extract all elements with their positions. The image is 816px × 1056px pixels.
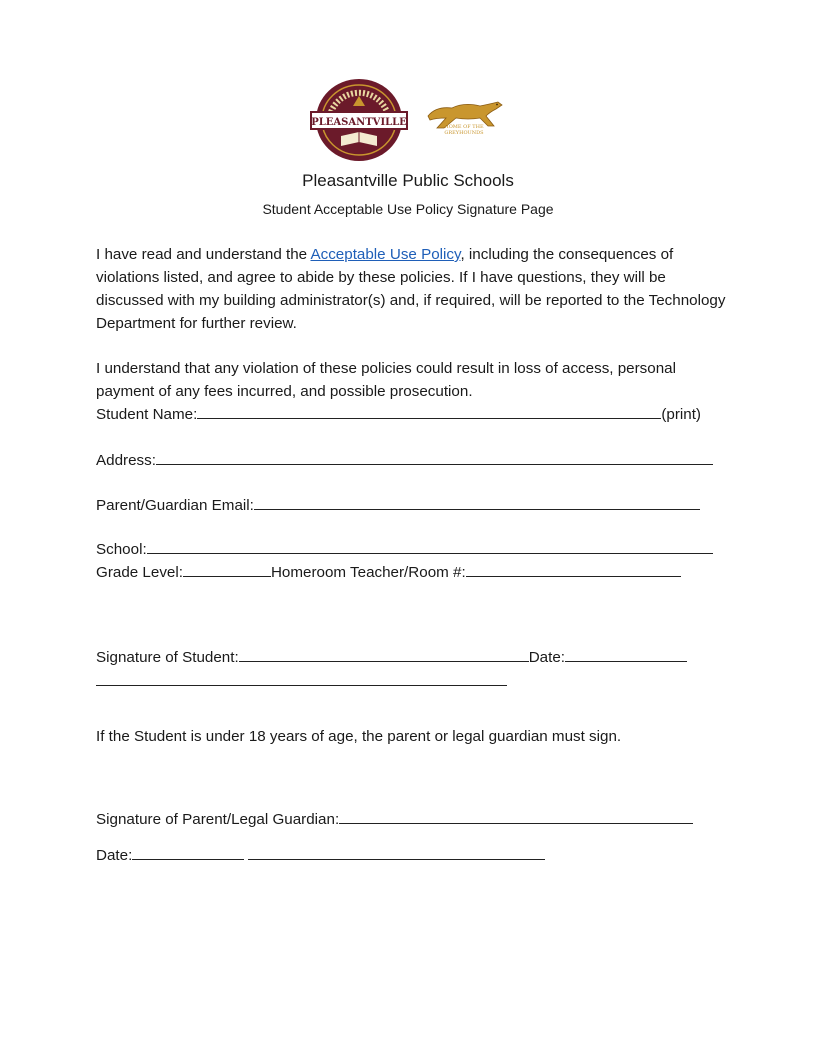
homeroom-label: Homeroom Teacher/Room #: [270, 564, 466, 581]
school-seal-logo [309, 78, 409, 162]
guardian-signature-field[interactable] [339, 808, 693, 824]
student-signature-field[interactable] [239, 646, 529, 662]
agreement-paragraph [96, 243, 736, 335]
guardian-date-row [96, 844, 545, 866]
seal-banner-text: PLEASANTVILLE [311, 117, 407, 128]
homeroom-field[interactable] [466, 561, 681, 577]
student-date-field[interactable] [565, 646, 687, 662]
extra-signature-line[interactable] [96, 685, 507, 686]
school-label: School: [96, 541, 147, 558]
grade-level-field[interactable] [183, 561, 271, 577]
page-title: Pleasantville Public Schools [302, 171, 514, 190]
address-row [96, 449, 713, 471]
student-name-row [96, 403, 701, 425]
school-field[interactable] [147, 538, 713, 554]
student-name-field[interactable] [197, 403, 661, 419]
student-date-label: Date: [528, 649, 566, 666]
grade-homeroom-row [96, 561, 681, 583]
guardian-date-label: Date: [96, 847, 133, 864]
parent-email-label: Parent/Guardian Email: [96, 497, 254, 514]
logo-area [0, 78, 816, 164]
agreement-text-end: , including the consequences of violations listed, and agree to abide by these policies. If I have questions, they will be discussed with my building administrator(s) and, if required, will be reported to the Technology Department for further review. [96, 246, 726, 332]
page-subtitle: Student Acceptable Use Policy Signature Page [262, 201, 554, 217]
guardian-signature-label: Signature of Parent/Legal Guardian: [96, 811, 340, 828]
guardian-note: If the Student is under 18 years of age, the parent or legal guardian must sign. [96, 728, 622, 745]
school-row [96, 538, 713, 560]
acceptable-use-policy-link[interactable]: Acceptable Use Policy [310, 246, 461, 263]
parent-email-row [96, 494, 700, 516]
violation-paragraph: I understand that any violation of these policies could result in loss of access, personal payment of any fees incurred, and possible prosecution. [96, 360, 676, 400]
guardian-extra-line[interactable] [248, 844, 545, 860]
address-label: Address: [96, 452, 156, 469]
student-name-print-note: (print) [661, 406, 701, 423]
guardian-date-field[interactable] [132, 844, 244, 860]
student-name-label: Student Name: [96, 406, 198, 423]
student-signature-label: Signature of Student: [96, 649, 239, 666]
student-signature-row [96, 646, 687, 668]
grade-level-label: Grade Level: [96, 564, 183, 581]
mascot-caption: HOME OF THE GREYHOUNDS [444, 124, 484, 136]
guardian-signature-row [96, 808, 693, 830]
agreement-text-start: I have read and understand the [96, 246, 311, 263]
address-field[interactable] [156, 449, 713, 465]
parent-email-field[interactable] [254, 494, 700, 510]
